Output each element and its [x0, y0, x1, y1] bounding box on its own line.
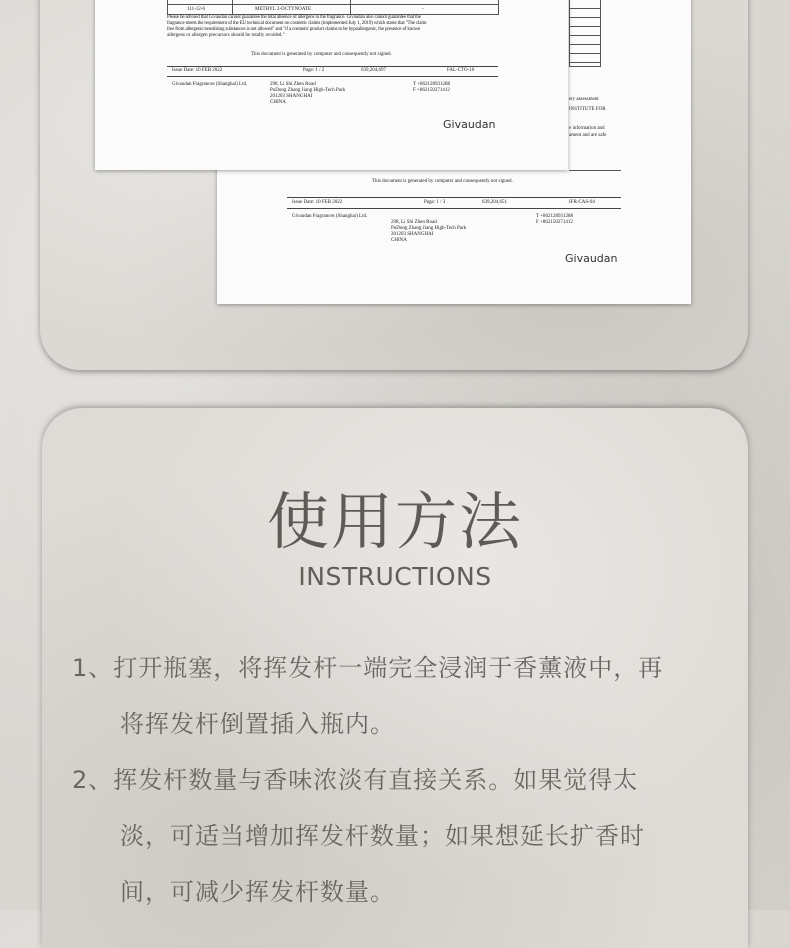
address-line: 298, Li Shi Zhen Road	[270, 82, 316, 87]
document-number: 639,204,651	[482, 200, 507, 205]
instructions-title-en: INSTRUCTIONS	[298, 562, 492, 591]
address-line: 298, Li Shi Zhen Road	[391, 220, 437, 225]
phone: T +862128931288	[413, 82, 451, 87]
allergen-certificate-document	[95, 0, 568, 170]
instruction-line: 淡，可适当增加挥发杆数量；如果想延长扩香时	[120, 822, 645, 850]
disclaimer-line: allergens or allergen precursors should be totally avoided."	[167, 33, 285, 38]
ingredient-name: METHYL 2-OCTYNOATE	[255, 7, 312, 12]
instruction-step-2	[72, 752, 722, 920]
givaudan-logo: Givaudan	[565, 252, 618, 265]
address-line: PuDong Zhang Jiang High-Tech Park	[391, 226, 467, 231]
page-number: Page: 1 / 2	[303, 68, 325, 73]
side-text: e information and	[569, 126, 605, 131]
address-line: 201203 SHANGHAI	[270, 94, 313, 99]
company-name: Givaudan Fragrances (Shanghai) Ltd.	[292, 214, 368, 219]
company-name: Givaudan Fragrances (Shanghai) Ltd.	[172, 82, 248, 87]
address-line: CHINA	[391, 238, 407, 243]
fax: F +862150271412	[536, 220, 573, 225]
fax: F +862150271412	[413, 88, 450, 93]
ingredient-value: -	[422, 7, 424, 12]
instruction-line: 1、打开瓶塞，将挥发杆一端完全浸润于香薰液中，再	[72, 654, 664, 682]
address-line: PuDong Zhang Jiang High-Tech Park	[270, 88, 346, 93]
cas-number: 111-12-6	[187, 7, 205, 12]
generated-note: This document is generated by computer and consequently not signed.	[372, 179, 513, 184]
issue-date: Issue Date: 10 FEB 2022	[292, 200, 343, 205]
issue-date: Issue Date: 10 FEB 2022	[172, 68, 223, 73]
instruction-line: 2、挥发杆数量与香味浓淡有直接关系。如果觉得太	[72, 766, 639, 794]
generated-note: This document is generated by computer and consequently not signed.	[251, 52, 392, 57]
disclaimer-line: fragrance meets the requirement of the EU technical document on cosmetic claims (implemented July 1, 2019) which states that "The claim	[167, 21, 427, 26]
document-code: IFR-CAS-04	[569, 200, 595, 205]
address-line: CHINA	[270, 100, 286, 105]
instruction-line: 间，可减少挥发杆数量。	[120, 878, 395, 906]
instruction-line: 将挥发杆倒置插入瓶内。	[120, 710, 395, 738]
disclaimer-line: free from allergenic/sensitising substances is not allowed" and "if a cosmetic product claims to be hypoallergenic, the presence of known	[167, 27, 421, 32]
side-text: INSTITUTE FOR	[569, 107, 606, 112]
givaudan-logo: Givaudan	[443, 118, 496, 131]
disclaimer-line: Please be advised that Givaudan cannot guarantee the total absence of allergens in the fragrance. Givaudan also cannot guarantee that the	[167, 15, 421, 20]
document-code: FAL-CTO-10	[447, 68, 475, 73]
page-number: Page: 1 / 3	[424, 200, 446, 205]
phone: T +862128931288	[536, 214, 574, 219]
instruction-step-1	[72, 640, 722, 752]
side-text: ament and are safe	[569, 133, 607, 138]
document-number: 639,204,697	[361, 68, 386, 73]
instructions-title-cn: 使用方法	[266, 485, 523, 558]
address-line: 201203 SHANGHAI	[391, 232, 434, 237]
side-text: ety assessment	[569, 97, 599, 102]
